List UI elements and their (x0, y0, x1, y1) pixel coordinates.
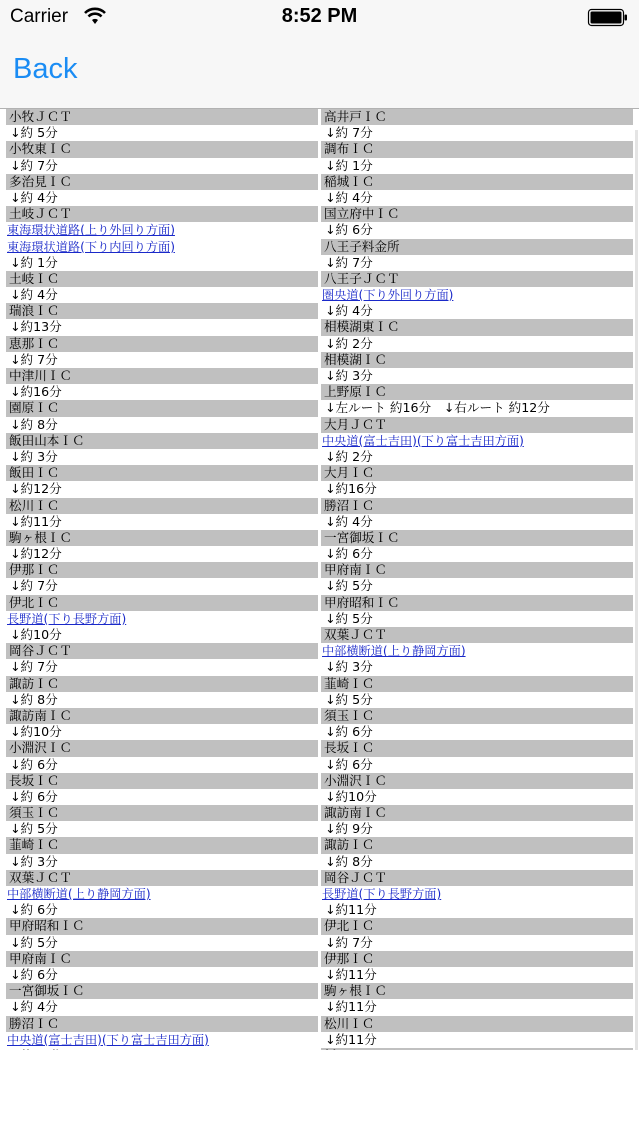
interchange-row: 諏訪ＩＣ (321, 837, 633, 853)
travel-time-row: ↓約 2分 (321, 336, 633, 352)
interchange-row: 小淵沢ＩＣ (6, 740, 318, 756)
interchange-row: 須玉ＩＣ (6, 805, 318, 821)
interchange-row: 伊那ＩＣ (6, 562, 318, 578)
right-route-list (321, 109, 633, 1064)
travel-time-row: ↓約 5分 (321, 578, 633, 594)
travel-time-row: ↓約 8分 (6, 692, 318, 708)
travel-time-row: ↓約 6分 (321, 724, 633, 740)
scrollbar[interactable] (635, 130, 638, 1050)
route-link[interactable]: 東海環状道路(下り内回り方面) (6, 239, 318, 255)
travel-time-row: ↓約 6分 (6, 967, 318, 983)
travel-time-row: ↓約 5分 (6, 935, 318, 951)
interchange-row: 駒ヶ根ＩＣ (321, 983, 633, 999)
travel-time-row: ↓約 8分 (6, 417, 318, 433)
travel-time-row: ↓約 6分 (321, 757, 633, 773)
interchange-row: 駒ヶ根ＩＣ (6, 530, 318, 546)
interchange-row: 稲城ＩＣ (321, 174, 633, 190)
interchange-row: 岡谷ＪＣＴ (6, 643, 318, 659)
travel-time-row: ↓約 4分 (6, 999, 318, 1015)
back-button[interactable]: Back (13, 53, 78, 85)
travel-time-row: ↓約 1分 (321, 158, 633, 174)
travel-time-row: ↓約 7分 (321, 935, 633, 951)
interchange-row: 八王子料金所 (321, 239, 633, 255)
travel-time-row: ↓約 5分 (321, 611, 633, 627)
interchange-row: 勝沼ＩＣ (321, 498, 633, 514)
interchange-row: 中津川ＩＣ (6, 368, 318, 384)
interchange-row: 勝沼ＩＣ (6, 1016, 318, 1032)
interchange-row: 諏訪ＩＣ (6, 676, 318, 692)
interchange-row: 高井戸ＩＣ (321, 109, 633, 125)
interchange-row: 小牧ＪＣＴ (6, 109, 318, 125)
travel-time-row: ↓約 6分 (6, 757, 318, 773)
interchange-row: 諏訪南ＩＣ (6, 708, 318, 724)
travel-time-row: ↓約 4分 (6, 190, 318, 206)
interchange-row: 甲府南ＩＣ (6, 951, 318, 967)
interchange-row: 長坂ＩＣ (6, 773, 318, 789)
interchange-row: 韮崎ＩＣ (321, 676, 633, 692)
interchange-row: 一宮御坂ＩＣ (321, 530, 633, 546)
travel-time-row: ↓約 5分 (321, 692, 633, 708)
travel-time-row: ↓約 3分 (6, 854, 318, 870)
travel-time-row: ↓約 4分 (6, 287, 318, 303)
travel-time-row: ↓約 7分 (321, 125, 633, 141)
interchange-row: 相模湖ＩＣ (321, 352, 633, 368)
interchange-row: 双葉ＪＣＴ (6, 870, 318, 886)
travel-time-row: ↓約 5分 (6, 821, 318, 837)
route-content[interactable] (0, 109, 639, 1050)
travel-time-row: ↓約11分 (321, 902, 633, 918)
travel-time-row: ↓約 8分 (321, 854, 633, 870)
travel-time-row: ↓約 2分 (321, 449, 633, 465)
travel-time-row: ↓約 1分 (6, 255, 318, 271)
travel-time-row: ↓約 4分 (321, 190, 633, 206)
travel-time-row: ↓約10分 (321, 789, 633, 805)
travel-time-row: ↓約 9分 (321, 821, 633, 837)
interchange-row: 飯田ＩＣ (6, 465, 318, 481)
route-link[interactable]: 東海環状道路(上り外回り方面) (6, 222, 318, 238)
travel-time-row: ↓約 3分 (321, 659, 633, 675)
interchange-row: 岡谷ＪＣＴ (321, 870, 633, 886)
interchange-row: 諏訪南ＩＣ (321, 805, 633, 821)
interchange-row: 土岐ＪＣＴ (6, 206, 318, 222)
interchange-row: 大月ＩＣ (321, 465, 633, 481)
travel-time-row: ↓約11分 (321, 999, 633, 1015)
interchange-row: 甲府昭和ＩＣ (6, 918, 318, 934)
interchange-row: 小牧東ＩＣ (6, 141, 318, 157)
travel-time-row: ↓約 6分 (6, 902, 318, 918)
interchange-row: 相模湖東ＩＣ (321, 319, 633, 335)
travel-time-row: ↓約12分 (6, 481, 318, 497)
interchange-row: 大月ＪＣＴ (321, 417, 633, 433)
route-link[interactable]: 中部横断道(上り静岡方面) (6, 886, 318, 902)
interchange-row: 調布ＩＣ (321, 141, 633, 157)
travel-time-row: ↓約 7分 (6, 352, 318, 368)
interchange-row: 園原ＩＣ (6, 400, 318, 416)
interchange-row: 松川ＩＣ (321, 1016, 633, 1032)
battery-icon (588, 9, 628, 26)
travel-time-row: ↓約 6分 (321, 222, 633, 238)
interchange-row: 瑞浪ＩＣ (6, 303, 318, 319)
travel-time-row: ↓約 3分 (6, 449, 318, 465)
travel-time-row: ↓約11分 (321, 1032, 633, 1048)
travel-time-row: ↓約 7分 (6, 158, 318, 174)
interchange-row: 双葉ＪＣＴ (321, 627, 633, 643)
travel-time-row: ↓約13分 (6, 319, 318, 335)
route-link[interactable]: 中央道(富士吉田)(下り富士吉田方面) (6, 1032, 318, 1048)
left-route-list (6, 109, 318, 1080)
interchange-row: 飯田山本ＩＣ (6, 433, 318, 449)
interchange-row: 小淵沢ＩＣ (321, 773, 633, 789)
interchange-row: 須玉ＩＣ (321, 708, 633, 724)
interchange-row: 伊那ＩＣ (321, 951, 633, 967)
travel-time-row: ↓約11分 (321, 967, 633, 983)
interchange-row: 多治見ＩＣ (6, 174, 318, 190)
navigation-bar (0, 36, 639, 109)
interchange-row: 土岐ＩＣ (6, 271, 318, 287)
travel-time-row: ↓約16分 (6, 384, 318, 400)
interchange-row: 上野原ＩＣ (321, 384, 633, 400)
travel-time-row: ↓約 6分 (6, 789, 318, 805)
route-link[interactable]: 長野道(下り長野方面) (321, 886, 633, 902)
interchange-row: 甲府南ＩＣ (321, 562, 633, 578)
travel-time-row: ↓約11分 (6, 514, 318, 530)
interchange-row: 一宮御坂ＩＣ (6, 983, 318, 999)
bottom-blank-area (0, 1050, 639, 1136)
route-link[interactable]: 長野道(下り長野方面) (6, 611, 318, 627)
status-time: 8:52 PM (281, 5, 358, 27)
interchange-row: 恵那ＩＣ (6, 336, 318, 352)
travel-time-row: ↓約 4分 (321, 514, 633, 530)
travel-time-row: ↓約 4分 (321, 303, 633, 319)
interchange-row: 長坂ＩＣ (321, 740, 633, 756)
interchange-row: 伊北ＩＣ (321, 918, 633, 934)
travel-time-row: ↓約16分 (321, 481, 633, 497)
travel-time-row: ↓約 3分 (321, 368, 633, 384)
interchange-row: 甲府昭和ＩＣ (321, 595, 633, 611)
route-link[interactable]: 中央道(富士吉田)(下り富士吉田方面) (321, 433, 633, 449)
route-link[interactable]: 中部横断道(上り静岡方面) (321, 643, 633, 659)
travel-time-row: ↓約 7分 (321, 255, 633, 271)
travel-time-row: ↓約10分 (6, 724, 318, 740)
interchange-row: 松川ＩＣ (6, 498, 318, 514)
interchange-row: 伊北ＩＣ (6, 595, 318, 611)
travel-time-row: ↓約10分 (6, 627, 318, 643)
travel-time-row: ↓約 5分 (6, 125, 318, 141)
travel-time-row: ↓約 7分 (6, 578, 318, 594)
interchange-row: 韮崎ＩＣ (6, 837, 318, 853)
travel-time-row: ↓約 7分 (6, 659, 318, 675)
carrier-label: Carrier (10, 6, 69, 27)
status-bar (0, 0, 639, 36)
route-link[interactable]: 圏央道(下り外回り方面) (321, 287, 633, 303)
travel-time-row: ↓左ルート 約16分 ↓右ルート 約12分 (321, 400, 633, 416)
interchange-row: 八王子ＪＣＴ (321, 271, 633, 287)
travel-time-row: ↓約12分 (6, 546, 318, 562)
interchange-row: 国立府中ＩＣ (321, 206, 633, 222)
travel-time-row: ↓約 6分 (321, 546, 633, 562)
